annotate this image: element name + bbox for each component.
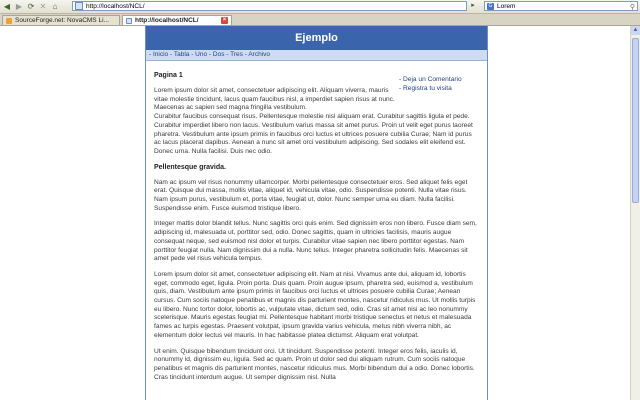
search-bar[interactable] (484, 1, 638, 11)
back-icon[interactable]: ◀ (3, 2, 11, 11)
page-title: Ejemplo (146, 26, 487, 50)
nav-dos[interactable]: Dos (212, 51, 225, 58)
close-tab-icon[interactable]: × (222, 17, 227, 23)
page-favicon-icon (75, 2, 83, 10)
url-bar[interactable] (72, 1, 467, 11)
tab-favicon-icon (6, 18, 12, 24)
search-icon[interactable]: ⚲ (629, 4, 635, 11)
main-content (146, 61, 487, 382)
tab-label: SourceForge.net: NovaCMS Li... (15, 17, 109, 24)
tab-bar (0, 14, 640, 26)
browser-toolbar (0, 0, 640, 14)
tab-sourceforge[interactable] (2, 15, 120, 25)
paragraph-3: Integer mattis dolor blandit tellus. Nunc sagittis orci quis enim. Sed dignissim eros non libero. Fusce diam sem, adipiscing id, malesuada ut, porttitor sed, odio. Donec sagittis, quam in ultricies facilisis, mauris augue consequat neque, sed euismod nisl dolor et turpis. Curabitur vitae sapien nec libero porttitor egestas. Nam porttitor feugiat nulla. Nam dignissim dui a nulla. Nunc tellus. Integer pharetra sollicitudin felis. Maecenas sit amet pede vel risus vehicula tempus. (154, 220, 477, 263)
page-viewport (0, 26, 631, 400)
sidebar-links (399, 76, 479, 93)
page-container (145, 26, 488, 400)
nav-tres[interactable]: Tres (230, 51, 243, 58)
heading-pagina: Pagina 1 (154, 72, 183, 79)
reload-icon[interactable]: ⟳ (27, 2, 35, 11)
search-text: Lorem (497, 2, 516, 10)
tab-localhost[interactable] (122, 15, 232, 25)
paragraph-4: Lorem ipsum dolor sit amet, consectetuer adipiscing elit. Nam at nisi. Vivamus ante dui, aliquam id, lobortis eget, commodo eget, ligula. Proin porta. Duis quam. Proin augue ipsum, pharetra sed, euismod a, vestibulum quis, diam. Vestibulum ante ipsum primis in faucibus orci luctus et ultrices posuere cubilia Curae; Aenean cursus. Cum sociis natoque penatibus et magnis dis parturient montes, nascetur ridiculus mus. Ut mollis turpis eu libero. Nunc tortor dolor, lobortis ac, vulputate vitae, dictum sed, odio. Cras sit amet nisi ac leo nonummy scelerisque. Mauris egestas feugiat mi. Pellentesque habitant morbi tristique senectus et netus et malesuada fames ac turpis egestas. Praesent volutpat, ipsum gravida varius vehicula, metus nibh viverra nibh, ac elementum dolor lectus vel mauris. In hac habitasse platea dictumst. Aliquam erat volutpat. (154, 270, 476, 339)
nav-inicio[interactable]: Inicio (152, 51, 169, 58)
nav-archivo[interactable]: Archivo (248, 51, 270, 58)
nav-tabla[interactable]: Tabla (173, 51, 190, 58)
search-engine-icon[interactable]: G (488, 2, 493, 9)
forward-icon[interactable]: ▶ (15, 2, 23, 11)
tab-label: http://localhost/NCL/ (135, 17, 199, 24)
paragraph-2: Nam ac ipsum vel risus nonummy ullamcorper. Morbi pellentesque consectetuer eros. Sed aliquet felis eget erat. Quisque dui massa, mollis vitae, aliquet id, vehicula vitae, odio. Suspendisse potenti. Nulla vitae risus. Nam ipsum purus, vestibulum et, porta vitae, feugiat ut, dolor. Nunc semper urna eu diam. Nulla facilisi. Suspendisse enim. Fusce euismod tristique libero. (154, 178, 468, 212)
paragraph-1b: Curabitur faucibus consequat risus. Pellentesque molestie nisl aliquam erat. Curabitur sagittis ligula et pede. Curabitur imperdiet libero non lacus. Vestibulum varius massa sit amet purus. Proin ut velit eget purus laoreet pharetra. Vestibulum ante ipsum primis in faucibus orci luctus et ultrices posuere cubilia Curae; Nam id purus ac lacus placerat dapibus. Aenean a nunc sit amet orci vestibulum adipiscing. Sed sodales elit eleifend est. Donec urna. Nulla facilisi. Duis nec odio. (154, 113, 473, 155)
heading-pellentesque: Pellentesque gravida. (154, 163, 226, 171)
paragraph-5: Ut enim. Quisque bibendum tincidunt orci. Ut tincidunt. Suspendisse potenti. Integer eros felis, iaculis id, nonummy id, dignissim eu, ligula. Sed ac quam. Proin ut dolor sed dui aliquam rutrum. Cum sociis natoque penatibus et magnis dis parturient montes, nascetur ridiculus mus. Morbi bibendum dui a odio. Donec lobortis. Cras tincidunt interdum augue. Ut semper dignissim nisl. Nulla (154, 347, 475, 381)
tab-favicon-icon (126, 18, 132, 24)
scroll-thumb[interactable] (632, 38, 639, 203)
home-icon[interactable]: ⌂ (52, 2, 58, 11)
sidebar-link-comentario[interactable]: - Deja un Comentario (399, 76, 462, 83)
vertical-scrollbar[interactable] (630, 26, 640, 400)
url-text: http://localhost/NCL/ (86, 2, 145, 10)
nav-uno[interactable]: Uno (195, 51, 208, 58)
paragraph-1a: Lorem ipsum dolor sit amet, consectetuer adipiscing elit. Aliquam viverra, mauris vitae molestie tincidunt, lacus quam faucibus nisl, a imperdiet sapien risus at nunc. Maecenas ac sapien sed magna fringilla vestibulum. (154, 87, 395, 112)
stop-icon[interactable]: ✕ (39, 2, 47, 11)
sidebar-link-visita[interactable]: - Registra tu visita (399, 84, 452, 92)
scroll-up-icon[interactable]: ▲ (632, 27, 639, 33)
main-nav: - Inicio - Tabla - Uno - Dos - Tres - Archivo (146, 50, 487, 61)
go-icon[interactable]: ▸ (471, 2, 475, 9)
